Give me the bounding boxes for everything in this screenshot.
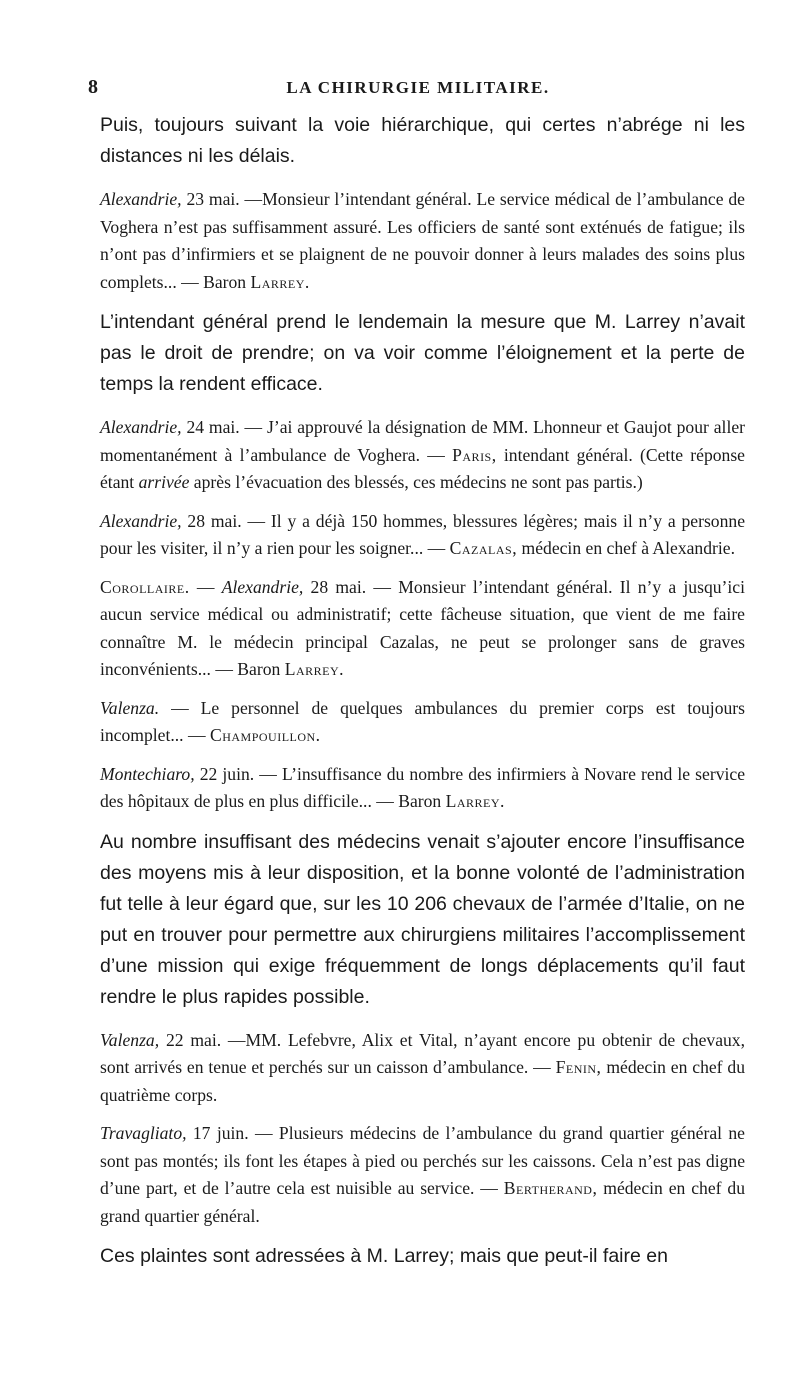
quote-signature: Larrey.	[250, 271, 310, 292]
quote-place: Montechiaro,	[100, 763, 195, 784]
running-title: LA CHIRURGIE MILITAIRE.	[286, 78, 550, 97]
paragraph-intendant: L’intendant général prend le lendemain la mesure que M. Larrey n’avait pas le droit de prendre; on va voir comme l’éloignement et la perte de temps la rendent efficace.	[100, 311, 745, 395]
quote-alexandrie-28-mai: Alexandrie, 28 mai. — Il y a déjà 150 hommes, blessures légères; mais il n’y a personne pour les visiter, il n’y a rien pour les soigner... — Cazalas, médecin en chef à Alexandrie.	[100, 510, 745, 558]
quote-signature: Champouillon.	[209, 725, 321, 745]
quote-montechiaro: Montechiaro, 22 juin. — L’insuffisance du nombre des infirmiers à Novare rend le service des hôpitaux de plus en plus difficile... — Baron Larrey.	[100, 763, 745, 811]
quote-signature: Fenin,	[555, 1057, 602, 1077]
quote-place: Alexandrie,	[100, 510, 182, 531]
quote-travagliato: Travagliato, 17 juin. — Plusieurs médecins de l’ambulance du grand quartier général ne sont pas montés; ils font les étapes à pied ou perchés sur les caissons. Cela n’est pas digne d’une part, et de l’autre cela est nuisible au service. — Bertherand, médecin en chef du grand quartier général.	[100, 1123, 745, 1226]
quote-alexandrie-23-mai: Alexandrie, 23 mai. —Monsieur l’intendant général. Le service médical de l’ambulance de Voghera n’est pas suffisamment assuré. Les officiers de santé sont exténués de fatigue; ils n’ont pas d’infirmiers et se plaignent de ne pouvoir donner à leurs malades des soins plus complets... — Baron Larrey.	[100, 189, 745, 292]
quote-valenza-22-mai: Valenza, 22 mai. —MM. Lefebvre, Alix et Vital, n’ayant encore pu obtenir de chevaux, sont arrivés en tenue et perchés sur un caisson d’ambulance. — Fenin, médecin en chef du quatrième corps.	[100, 1029, 745, 1105]
page-header	[88, 76, 748, 102]
quote-signature: Cazalas,	[449, 538, 518, 558]
quote-corollaire: Corollaire. — Alexandrie, 28 mai. — Monsieur l’intendant général. Il n’y a jusqu’ici aucun service médical ou administratif; cette fâcheuse situation, que vient de me faire connaître M. le médecin principal Cazalas, ne peut se prolonger sans de graves inconvénients... — Baron Larrey.	[100, 576, 745, 679]
quote-place: Valenza,	[100, 1029, 160, 1050]
page-number: 8	[88, 76, 98, 98]
quote-place: Valenza.	[100, 697, 160, 718]
quote-signature: Bertherand,	[503, 1178, 598, 1198]
paragraph-hierarchy: Puis, toujours suivant la voie hiérarchique, qui certes n’abrége ni les distances ni les délais.	[100, 114, 745, 167]
quote-place: Alexandrie,	[100, 417, 182, 437]
quote-emphasis: arrivée	[138, 472, 190, 492]
paragraph-plaintes: Ces plaintes sont adressées à M. Larrey; mais que peut-il faire en	[100, 1245, 668, 1267]
quote-lead: Corollaire.	[100, 576, 190, 597]
quote-valenza: Valenza. — Le personnel de quelques ambulances du premier corps est toujours incomplet... — Champouillon.	[100, 697, 745, 745]
quote-place: Alexandrie,	[100, 189, 182, 209]
quote-signature: Larrey.	[445, 791, 505, 811]
quote-signature: Larrey.	[284, 659, 345, 679]
paragraph-chevaux: Au nombre insuffisant des médecins venait s’ajouter encore l’insuffisance des moyens mis à leur disposition, et la bonne volonté de l’administration fut telle à leur égard que, sur les 10 206 chevaux de l’armée d’Italie, on ne put en trouver pour permettre aux chirurgiens militaires l’accomplissement d’une mission qui exige fréquemment de longs déplacements qu’il faut rendre le plus rapides possible.	[100, 830, 745, 1008]
quote-alexandrie-24-mai: Alexandrie, 24 mai. — J’ai approuvé la désignation de MM. Lhonneur et Gaujot pour aller momentanément à l’ambulance de Voghera. — Paris, intendant général. (Cette réponse étant arrivée après l’évacuation des blessés, ces médecins ne sont pas partis.)	[100, 417, 745, 492]
body-text	[100, 110, 745, 1272]
quote-place: Travagliato,	[100, 1123, 187, 1143]
quote-signature: Paris,	[452, 444, 497, 465]
quote-place: Alexandrie,	[221, 576, 304, 597]
